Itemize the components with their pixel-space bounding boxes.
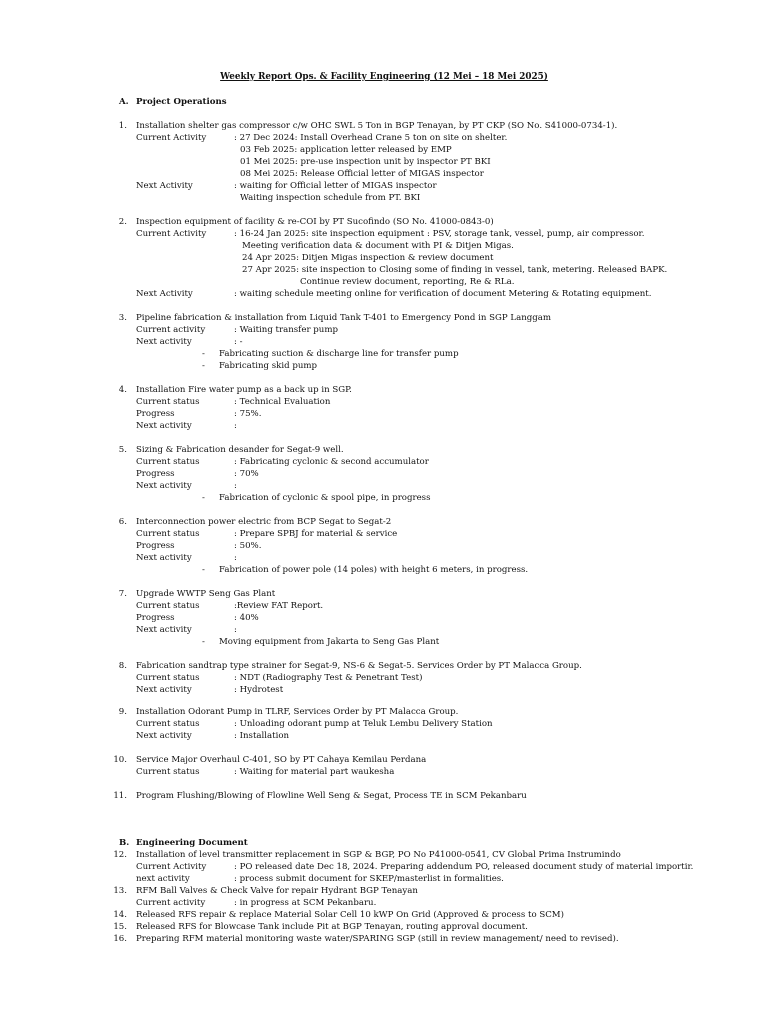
item-title: Upgrade WWTP Seng Gas Plant: [136, 589, 276, 599]
report-title: Weekly Report Ops. & Facility Engineering (12 Mei – 18 Mei 2025): [220, 72, 548, 82]
item-number: 16.: [113, 934, 127, 944]
field-label: Current activity: [136, 325, 206, 335]
field-value: Waiting inspection schedule from PT. BKI: [240, 193, 421, 203]
item-title: Fabrication sandtrap type strainer for Segat-9, NS-6 & Segat-5. Services Order by PT Malacca Group.: [136, 661, 582, 671]
item-title: Released RFS for Blowcase Tank include Pit at BGP Tenayan, routing approval document.: [136, 922, 528, 932]
field-value: :Review FAT Report.: [234, 601, 324, 611]
item-title: Sizing & Fabrication desander for Segat-9 well.: [136, 445, 344, 455]
field-label: Current status: [136, 457, 200, 467]
field-value: : 40%: [234, 613, 259, 623]
field-label: Next activity: [136, 685, 192, 695]
field-value: : Technical Evaluation: [234, 397, 331, 407]
field-label: Next activity: [136, 481, 192, 491]
item-title: Service Major Overhaul C-401, SO by PT Cahaya Kemilau Perdana: [136, 755, 427, 765]
field-value: : Waiting for material part waukesha: [234, 767, 395, 777]
field-label: Next activity: [136, 337, 192, 347]
item-title: RFM Ball Valves & Check Valve for repair Hydrant BGP Tenayan: [136, 886, 418, 896]
field-value: Meeting verification data & document with PI & Ditjen Migas.: [242, 241, 514, 251]
bullet-dash: -: [202, 637, 205, 647]
field-value: :: [234, 481, 237, 491]
bullet-text: Fabricating suction & discharge line for transfer pump: [219, 349, 459, 359]
field-value: : 50%.: [234, 541, 262, 551]
field-label: Current Activity: [136, 133, 207, 143]
item-title: Installation of level transmitter replacement in SGP & BGP, PO No P41000-0541, CV Global Prima Instrumindo: [136, 850, 621, 860]
section-b-heading: Engineering Document: [136, 838, 248, 848]
field-value: 01 Mei 2025: pre-use inspection unit by inspector PT BKI: [240, 157, 491, 167]
field-value: : waiting for Official letter of MIGAS inspector: [234, 181, 437, 191]
field-label: Next activity: [136, 731, 192, 741]
bullet-dash: -: [202, 565, 205, 575]
item-number: 3.: [118, 313, 127, 323]
field-label: Current activity: [136, 898, 206, 908]
item-number: 7.: [118, 589, 127, 599]
field-value: Continue review document, reporting, Re & RLa.: [300, 277, 515, 287]
field-value: : Unloading odorant pump at Teluk Lembu Delivery Station: [234, 719, 493, 729]
field-value: : Prepare SPBJ for material & service: [234, 529, 398, 539]
field-value: 24 Apr 2025: Ditjen Migas inspection & review document: [242, 253, 494, 263]
field-label: Next activity: [136, 553, 192, 563]
item-number: 2.: [118, 217, 127, 227]
field-label: Progress: [136, 613, 175, 623]
field-label: Next activity: [136, 421, 192, 431]
item-number: 12.: [113, 850, 127, 860]
field-label: Current status: [136, 719, 200, 729]
item-title: Installation shelter gas compressor c/w OHC SWL 5 Ton in BGP Tenayan, by PT CKP (SO No. S41000-0734-1).: [136, 121, 618, 131]
field-label: Next Activity: [136, 181, 193, 191]
field-value: : PO released date Dec 18, 2024. Preparing addendum PO, released document study of material importir.: [234, 862, 694, 872]
item-number: 13.: [113, 886, 127, 896]
item-number: 8.: [118, 661, 127, 671]
field-value: : process submit document for SKEP/masterlist in formalities.: [234, 874, 504, 884]
bullet-text: Fabricating skid pump: [219, 361, 318, 371]
item-number: 15.: [113, 922, 127, 932]
field-value: : 70%: [234, 469, 259, 479]
item-number: 11.: [113, 791, 127, 801]
field-label: Next activity: [136, 625, 192, 635]
field-label: Next Activity: [136, 289, 193, 299]
item-title: Interconnection power electric from BCP Segat to Segat-2: [136, 517, 392, 527]
item-number: 6.: [118, 517, 127, 527]
field-label: next activity: [136, 874, 190, 884]
item-number: 10.: [113, 755, 127, 765]
section-a-letter: A.: [119, 97, 129, 107]
field-label: Current status: [136, 673, 200, 683]
item-title: Pipeline fabrication & installation from Liquid Tank T-401 to Emergency Pond in SGP Langgam: [136, 313, 552, 323]
field-value: : Hydrotest: [234, 685, 284, 695]
bullet-text: Fabrication of cyclonic & spool pipe, in progress: [219, 493, 431, 503]
field-label: Progress: [136, 469, 175, 479]
field-value: 08 Mei 2025: Release Official letter of MIGAS inspector: [240, 169, 484, 179]
bullet-dash: -: [202, 493, 205, 503]
field-value: : Installation: [234, 731, 290, 741]
item-title: Program Flushing/Blowing of Flowline Well Seng & Segat, Process TE in SCM Pekanbaru: [136, 791, 527, 801]
field-label: Progress: [136, 541, 175, 551]
field-value: :: [234, 553, 237, 563]
field-label: Progress: [136, 409, 175, 419]
bullet-dash: -: [202, 361, 205, 371]
field-value: :: [234, 625, 237, 635]
field-label: Current Activity: [136, 862, 207, 872]
field-label: Current status: [136, 529, 200, 539]
item-number: 9.: [118, 707, 127, 717]
field-value: : -: [234, 337, 243, 347]
field-value: : NDT (Radiography Test & Penetrant Test): [234, 673, 423, 683]
bullet-text: Moving equipment from Jakarta to Seng Gas Plant: [219, 637, 440, 647]
field-label: Current status: [136, 397, 200, 407]
item-number: 1.: [118, 121, 127, 131]
item-title: Released RFS repair & replace Material Solar Cell 10 kWP On Grid (Approved & process to SCM): [136, 910, 564, 920]
field-label: Current status: [136, 767, 200, 777]
section-b-letter: B.: [119, 838, 130, 848]
item-title: Preparing RFM material monitoring waste water/SPARING SGP (still in review management/ need to revised).: [136, 934, 619, 944]
item-title: Installation Fire water pump as a back up in SGP.: [136, 385, 352, 395]
bullet-dash: -: [202, 349, 205, 359]
field-value: : Waiting transfer pump: [234, 325, 338, 335]
section-a-heading: Project Operations: [136, 97, 227, 107]
item-number: 4.: [118, 385, 127, 395]
field-value: : 75%.: [234, 409, 262, 419]
item-title: Inspection equipment of facility & re-COI by PT Sucofindo (SO No. 41000-0843-0): [136, 217, 494, 227]
field-value: : Fabricating cyclonic & second accumulator: [234, 457, 429, 467]
field-label: Current status: [136, 601, 200, 611]
bullet-text: Fabrication of power pole (14 poles) with height 6 meters, in progress.: [219, 565, 529, 575]
item-title: Installation Odorant Pump in TLRF, Services Order by PT Malacca Group.: [136, 707, 459, 717]
field-value: 03 Feb 2025: application letter released by EMP: [240, 145, 452, 155]
field-value: : 27 Dec 2024: Install Overhead Crane 5 ton on site on shelter.: [234, 133, 508, 143]
field-value: 27 Apr 2025: site inspection to Closing some of finding in vessel, tank, metering. Released BAPK.: [242, 265, 668, 275]
item-number: 14.: [113, 910, 127, 920]
field-label: Current Activity: [136, 229, 207, 239]
field-value: : 16-24 Jan 2025: site inspection equipment : PSV, storage tank, vessel, pump, air compressor.: [234, 229, 645, 239]
field-value: : in progress at SCM Pekanbaru.: [234, 898, 377, 908]
field-value: :: [234, 421, 237, 431]
item-number: 5.: [118, 445, 127, 455]
field-value: : waiting schedule meeting online for verification of document Metering & Rotating equipment.: [234, 289, 652, 299]
